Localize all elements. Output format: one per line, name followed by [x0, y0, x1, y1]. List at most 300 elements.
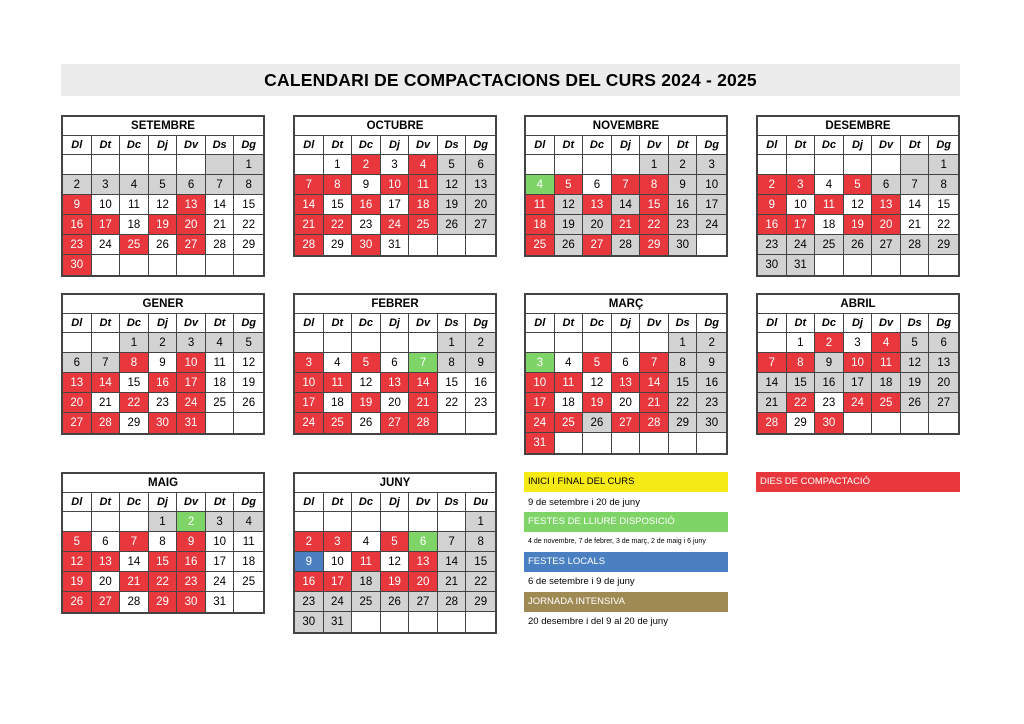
day-cell [324, 512, 353, 532]
day-cell: 8 [640, 175, 669, 195]
day-cell: 19 [149, 215, 178, 235]
day-header: Dl [295, 493, 324, 512]
month-maig [61, 472, 265, 614]
legend-festes-bar: FESTES DE LLIURE DISPOSICIÓ [524, 512, 728, 532]
day-cell [120, 255, 149, 275]
day-cell: 8 [787, 353, 816, 373]
day-cell [438, 512, 467, 532]
day-cell: 18 [352, 572, 381, 592]
day-cell: 16 [63, 215, 92, 235]
day-cell: 7 [409, 353, 438, 373]
day-header: Dv [640, 136, 669, 155]
day-cell [844, 413, 873, 433]
day-cell: 20 [466, 195, 495, 215]
day-cell: 4 [324, 353, 353, 373]
day-cell [640, 333, 669, 353]
day-cell: 8 [669, 353, 698, 373]
day-cell: 23 [295, 592, 324, 612]
day-cell: 27 [381, 413, 410, 433]
day-header: Ds [901, 314, 930, 333]
day-header: Dv [409, 314, 438, 333]
day-cell: 11 [120, 195, 149, 215]
day-cell: 30 [149, 413, 178, 433]
day-cell: 31 [526, 433, 555, 453]
day-cell [929, 413, 958, 433]
day-cell: 12 [234, 353, 263, 373]
day-cell: 26 [901, 393, 930, 413]
day-cell: 19 [352, 393, 381, 413]
day-cell [92, 255, 121, 275]
day-cell: 9 [669, 175, 698, 195]
day-cell [438, 612, 467, 632]
day-cell: 21 [206, 215, 235, 235]
month-grid [295, 314, 495, 433]
month-grid [526, 314, 726, 453]
day-header: Dt [669, 136, 698, 155]
month-grid [758, 314, 958, 433]
day-cell: 14 [901, 195, 930, 215]
day-cell: 24 [295, 413, 324, 433]
day-cell: 21 [438, 572, 467, 592]
day-cell: 22 [324, 215, 353, 235]
day-cell: 30 [352, 235, 381, 255]
day-cell: 7 [295, 175, 324, 195]
month-gener [61, 293, 265, 435]
month-abril [756, 293, 960, 435]
day-cell: 17 [381, 195, 410, 215]
day-cell: 13 [872, 195, 901, 215]
day-cell: 3 [844, 333, 873, 353]
day-cell: 22 [120, 393, 149, 413]
day-cell: 28 [438, 592, 467, 612]
day-cell [612, 155, 641, 175]
day-cell: 25 [526, 235, 555, 255]
day-cell [583, 155, 612, 175]
day-cell: 17 [206, 552, 235, 572]
day-cell: 5 [234, 333, 263, 353]
day-cell [92, 155, 121, 175]
day-cell: 19 [234, 373, 263, 393]
day-header: Dt [787, 136, 816, 155]
day-cell: 7 [438, 532, 467, 552]
day-cell: 7 [612, 175, 641, 195]
day-cell: 24 [526, 413, 555, 433]
day-cell: 18 [324, 393, 353, 413]
day-cell: 28 [295, 235, 324, 255]
day-header: Dt [324, 314, 353, 333]
day-cell: 2 [758, 175, 787, 195]
day-header: Dg [929, 136, 958, 155]
day-cell: 6 [612, 353, 641, 373]
day-header: Dg [234, 493, 263, 512]
day-cell: 22 [149, 572, 178, 592]
day-cell: 15 [640, 195, 669, 215]
day-cell: 16 [177, 552, 206, 572]
day-header: Dj [149, 314, 178, 333]
day-header: Ds [438, 314, 467, 333]
day-cell: 28 [120, 592, 149, 612]
month-novembre [524, 115, 728, 257]
day-cell [669, 433, 698, 453]
day-cell: 20 [92, 572, 121, 592]
day-cell: 31 [177, 413, 206, 433]
month-desembre [756, 115, 960, 277]
day-cell [697, 433, 726, 453]
day-cell: 9 [466, 353, 495, 373]
day-cell: 5 [63, 532, 92, 552]
day-header: Dj [149, 136, 178, 155]
day-header: Dc [815, 314, 844, 333]
day-cell: 12 [583, 373, 612, 393]
day-header: Dl [295, 136, 324, 155]
day-cell: 1 [787, 333, 816, 353]
day-cell: 12 [438, 175, 467, 195]
day-cell: 19 [63, 572, 92, 592]
day-cell [234, 592, 263, 612]
day-cell: 29 [929, 235, 958, 255]
day-cell [409, 235, 438, 255]
day-cell: 30 [815, 413, 844, 433]
day-header: Dt [901, 136, 930, 155]
day-cell: 25 [324, 413, 353, 433]
day-cell: 28 [612, 235, 641, 255]
month-name: JUNY [295, 474, 495, 493]
day-cell [466, 235, 495, 255]
day-cell: 11 [815, 195, 844, 215]
day-cell [234, 255, 263, 275]
day-cell: 24 [381, 215, 410, 235]
day-cell: 22 [787, 393, 816, 413]
day-cell: 8 [120, 353, 149, 373]
day-header: Dl [295, 314, 324, 333]
day-header: Dj [149, 493, 178, 512]
day-header: Dj [612, 136, 641, 155]
day-cell: 2 [697, 333, 726, 353]
day-cell: 16 [295, 572, 324, 592]
day-cell: 28 [409, 413, 438, 433]
day-header: Dt [92, 314, 121, 333]
day-header: Dl [526, 136, 555, 155]
month-name: MARÇ [526, 295, 726, 314]
day-cell [929, 255, 958, 275]
day-cell [758, 155, 787, 175]
day-header: Dg [697, 136, 726, 155]
month-juny [293, 472, 497, 634]
day-cell: 4 [352, 532, 381, 552]
day-cell: 13 [929, 353, 958, 373]
day-cell: 13 [63, 373, 92, 393]
day-cell: 17 [697, 195, 726, 215]
day-cell: 14 [409, 373, 438, 393]
month-name: NOVEMBRE [526, 117, 726, 136]
day-cell: 30 [697, 413, 726, 433]
day-cell: 23 [697, 393, 726, 413]
day-cell: 22 [929, 215, 958, 235]
day-cell: 27 [612, 413, 641, 433]
day-cell: 21 [295, 215, 324, 235]
day-cell [381, 612, 410, 632]
day-cell [555, 333, 584, 353]
day-cell: 30 [758, 255, 787, 275]
day-cell: 6 [583, 175, 612, 195]
day-cell [583, 433, 612, 453]
day-header: Dv [640, 314, 669, 333]
day-cell [63, 155, 92, 175]
day-cell: 6 [409, 532, 438, 552]
day-cell: 16 [815, 373, 844, 393]
day-cell: 1 [324, 155, 353, 175]
day-cell [149, 155, 178, 175]
day-cell: 17 [92, 215, 121, 235]
day-cell: 9 [697, 353, 726, 373]
day-cell: 18 [120, 215, 149, 235]
day-cell: 15 [120, 373, 149, 393]
day-header: Dl [63, 136, 92, 155]
day-header: Dj [844, 314, 873, 333]
month-grid [63, 493, 263, 612]
day-cell: 21 [92, 393, 121, 413]
day-cell: 16 [149, 373, 178, 393]
day-cell: 8 [929, 175, 958, 195]
day-cell: 6 [929, 333, 958, 353]
month-grid [63, 136, 263, 275]
day-cell: 29 [234, 235, 263, 255]
day-cell [120, 155, 149, 175]
day-cell: 25 [409, 215, 438, 235]
day-cell [352, 333, 381, 353]
day-cell: 5 [381, 532, 410, 552]
day-cell: 31 [787, 255, 816, 275]
day-cell: 15 [234, 195, 263, 215]
day-cell: 25 [555, 413, 584, 433]
day-cell [149, 255, 178, 275]
day-cell: 22 [438, 393, 467, 413]
month-febrer [293, 293, 497, 435]
day-header: Dj [381, 493, 410, 512]
day-cell: 20 [63, 393, 92, 413]
day-cell: 4 [234, 512, 263, 532]
day-header: Dg [234, 136, 263, 155]
month-mar [524, 293, 728, 455]
day-cell: 1 [149, 512, 178, 532]
day-header: Du [466, 493, 495, 512]
day-header: Ds [669, 314, 698, 333]
day-cell: 12 [352, 373, 381, 393]
day-cell: 22 [669, 393, 698, 413]
day-cell: 4 [206, 333, 235, 353]
day-header: Dj [381, 136, 410, 155]
day-cell [466, 612, 495, 632]
day-cell: 26 [844, 235, 873, 255]
day-cell: 10 [844, 353, 873, 373]
day-cell: 10 [92, 195, 121, 215]
day-cell [844, 255, 873, 275]
day-cell: 13 [381, 373, 410, 393]
day-cell [295, 155, 324, 175]
legend-locals-bar: FESTES LOCALS [524, 552, 728, 572]
day-cell: 18 [409, 195, 438, 215]
day-cell: 16 [466, 373, 495, 393]
day-cell: 1 [466, 512, 495, 532]
day-cell [177, 255, 206, 275]
day-cell: 8 [466, 532, 495, 552]
day-cell: 10 [526, 373, 555, 393]
day-cell: 19 [438, 195, 467, 215]
day-cell [640, 433, 669, 453]
day-cell: 27 [929, 393, 958, 413]
day-cell [206, 155, 235, 175]
day-cell: 9 [815, 353, 844, 373]
day-header: Dj [612, 314, 641, 333]
day-header: Dt [787, 314, 816, 333]
day-cell: 17 [844, 373, 873, 393]
day-cell: 15 [787, 373, 816, 393]
day-cell: 1 [929, 155, 958, 175]
day-cell: 19 [901, 373, 930, 393]
day-cell: 8 [324, 175, 353, 195]
day-header: Dl [758, 136, 787, 155]
day-cell: 9 [352, 175, 381, 195]
day-header: Dv [177, 493, 206, 512]
day-cell [206, 413, 235, 433]
day-cell: 23 [63, 235, 92, 255]
legend-festes-text: 4 de novembre, 7 de febrer, 3 de març, 2 de maig i 6 juny [528, 538, 706, 545]
day-cell: 12 [63, 552, 92, 572]
day-cell: 15 [929, 195, 958, 215]
day-cell: 20 [583, 215, 612, 235]
day-cell [901, 155, 930, 175]
day-cell: 13 [177, 195, 206, 215]
day-header: Dl [63, 314, 92, 333]
day-cell: 5 [583, 353, 612, 373]
day-cell: 13 [92, 552, 121, 572]
day-cell: 4 [815, 175, 844, 195]
day-cell: 10 [697, 175, 726, 195]
day-cell: 27 [92, 592, 121, 612]
day-cell: 14 [120, 552, 149, 572]
day-cell: 31 [324, 612, 353, 632]
month-name: MAIG [63, 474, 263, 493]
month-grid [63, 314, 263, 433]
day-header: Dt [555, 314, 584, 333]
day-cell: 21 [901, 215, 930, 235]
day-header: Dt [206, 314, 235, 333]
day-cell: 23 [669, 215, 698, 235]
day-cell: 2 [63, 175, 92, 195]
day-cell: 9 [63, 195, 92, 215]
day-cell: 23 [758, 235, 787, 255]
day-cell: 12 [381, 552, 410, 572]
day-header: Dg [697, 314, 726, 333]
day-cell: 20 [872, 215, 901, 235]
day-cell: 25 [815, 235, 844, 255]
day-cell [787, 155, 816, 175]
day-cell: 26 [149, 235, 178, 255]
month-name: OCTUBRE [295, 117, 495, 136]
day-cell: 29 [669, 413, 698, 433]
day-cell: 18 [234, 552, 263, 572]
day-cell: 4 [120, 175, 149, 195]
day-cell: 18 [872, 373, 901, 393]
day-cell [438, 235, 467, 255]
legend-inici-bar: INICI I FINAL DEL CURS [524, 472, 728, 492]
day-cell [409, 512, 438, 532]
day-cell [901, 255, 930, 275]
day-cell: 2 [149, 333, 178, 353]
day-cell: 7 [640, 353, 669, 373]
day-header: Dl [526, 314, 555, 333]
day-cell: 9 [758, 195, 787, 215]
day-cell: 29 [466, 592, 495, 612]
day-cell: 28 [640, 413, 669, 433]
day-cell: 9 [149, 353, 178, 373]
day-header: Dt [92, 136, 121, 155]
day-cell: 10 [177, 353, 206, 373]
day-cell: 1 [669, 333, 698, 353]
day-cell: 3 [206, 512, 235, 532]
month-grid [526, 136, 726, 255]
day-cell: 14 [92, 373, 121, 393]
day-cell: 21 [640, 393, 669, 413]
day-header: Dc [120, 136, 149, 155]
day-cell: 14 [206, 195, 235, 215]
day-cell: 9 [295, 552, 324, 572]
day-header: Ds [438, 136, 467, 155]
day-cell: 17 [295, 393, 324, 413]
day-cell: 26 [555, 235, 584, 255]
day-cell [526, 155, 555, 175]
day-cell: 24 [844, 393, 873, 413]
day-cell [409, 612, 438, 632]
day-cell [63, 512, 92, 532]
day-cell: 5 [352, 353, 381, 373]
day-cell: 18 [526, 215, 555, 235]
day-cell [697, 235, 726, 255]
day-cell: 17 [177, 373, 206, 393]
day-cell: 27 [177, 235, 206, 255]
day-cell: 3 [92, 175, 121, 195]
day-cell: 28 [92, 413, 121, 433]
day-cell: 10 [324, 552, 353, 572]
legend-jornada-bar: JORNADA INTENSIVA [524, 592, 728, 612]
day-cell: 21 [612, 215, 641, 235]
day-cell: 24 [177, 393, 206, 413]
day-header: Dc [352, 314, 381, 333]
day-header: Dv [409, 136, 438, 155]
day-cell: 5 [438, 155, 467, 175]
day-cell [872, 413, 901, 433]
legend-inici-text: 9 de setembre i 20 de juny [528, 497, 640, 508]
day-cell: 3 [177, 333, 206, 353]
day-cell: 21 [409, 393, 438, 413]
day-cell: 17 [526, 393, 555, 413]
day-cell: 13 [409, 552, 438, 572]
day-cell: 6 [177, 175, 206, 195]
day-cell: 23 [815, 393, 844, 413]
day-cell [295, 512, 324, 532]
day-cell: 29 [149, 592, 178, 612]
day-header: Dv [177, 136, 206, 155]
day-header: Dg [929, 314, 958, 333]
day-cell: 23 [177, 572, 206, 592]
day-header: Dg [466, 314, 495, 333]
day-header: Dv [872, 314, 901, 333]
day-cell: 25 [120, 235, 149, 255]
day-cell: 13 [612, 373, 641, 393]
month-name: SETEMBRE [63, 117, 263, 136]
day-cell: 18 [206, 373, 235, 393]
day-cell: 31 [381, 235, 410, 255]
